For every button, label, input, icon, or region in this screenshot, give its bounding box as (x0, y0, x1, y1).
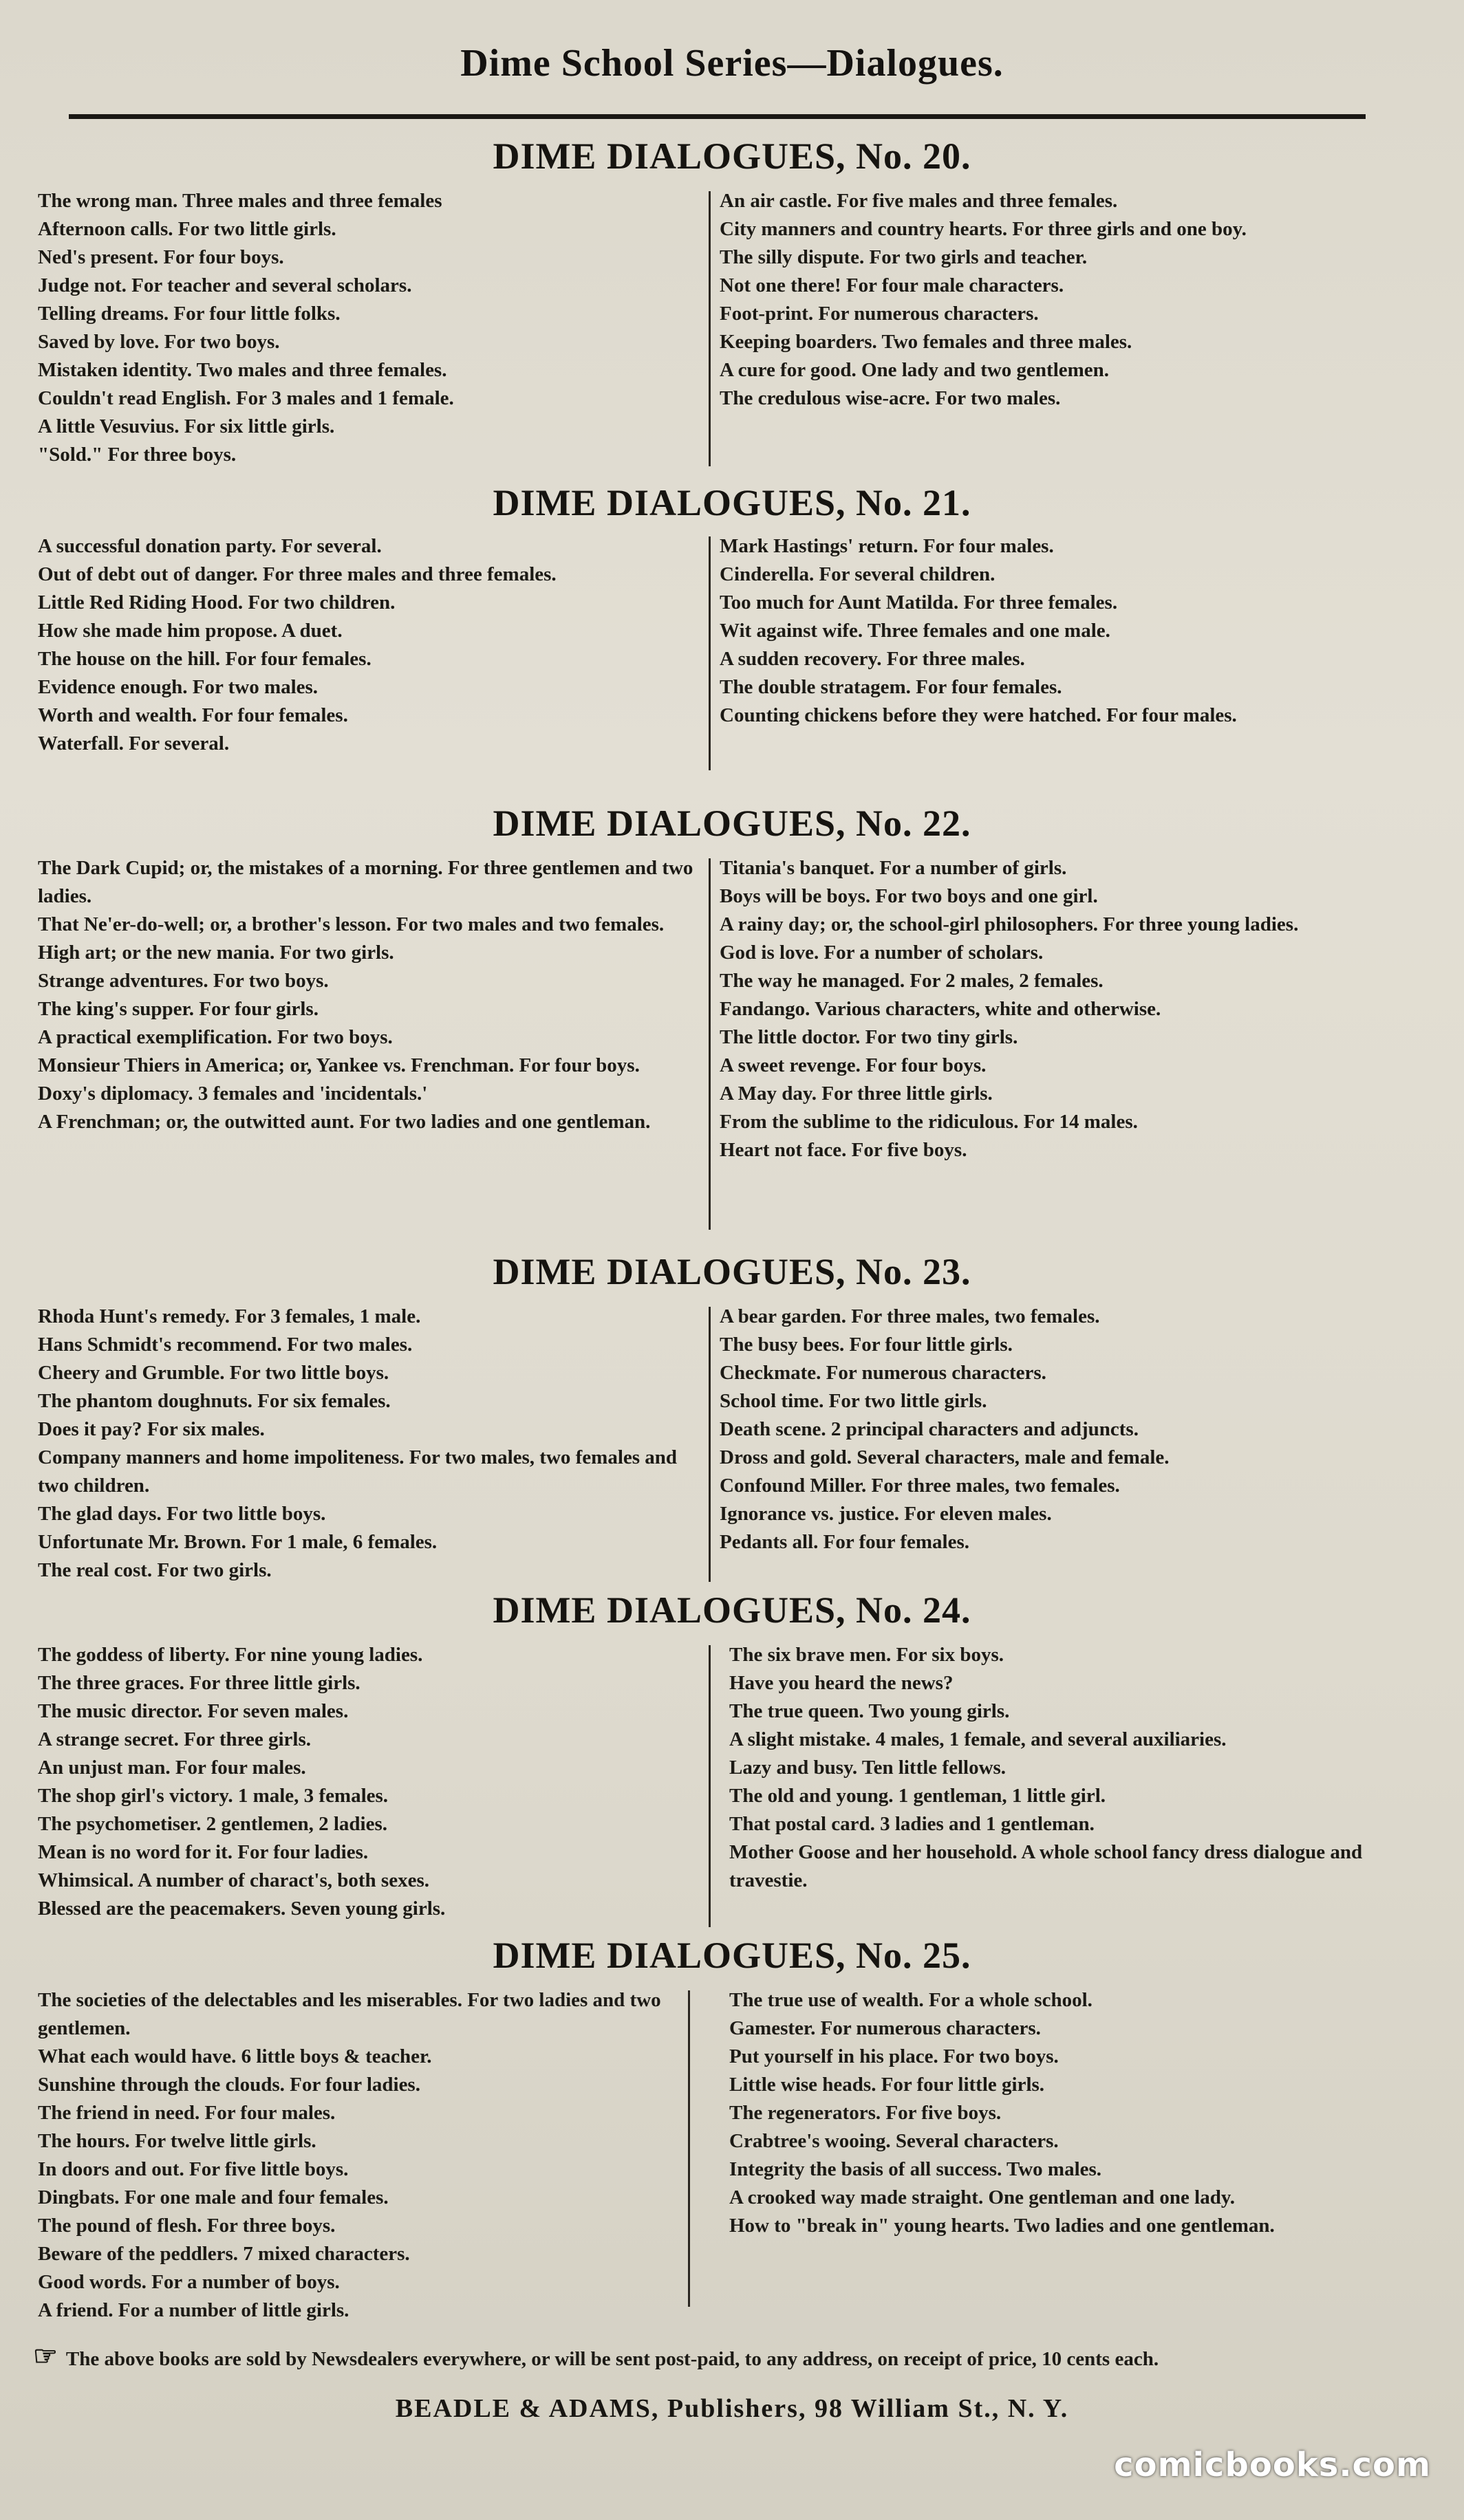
dialogue-entry: Mark Hastings' return. For four males. (720, 535, 1054, 557)
dialogue-entry: High art; or the new mania. For two girls. (38, 942, 394, 964)
dialogue-entry: From the sublime to the ridiculous. For 14 males. (720, 1111, 1138, 1133)
footer-notice-text: The above books are sold by Newsdealers everywhere, or will be sent post-paid, to any address, on receipt of price, 10 cents each. (65, 2348, 1159, 2370)
dialogue-entry: Fandango. Various characters, white and otherwise. (720, 998, 1161, 1020)
dialogue-entry: A May day. For three little girls. (720, 1083, 993, 1105)
column-divider (709, 858, 711, 1230)
dialogue-entry: Does it pay? For six males. (38, 1418, 265, 1440)
dialogue-entry: The king's supper. For four girls. (38, 998, 319, 1020)
dialogue-entry: The way he managed. For 2 males, 2 females. (720, 970, 1104, 992)
dialogue-entry: City manners and country hearts. For three girls and one boy. (720, 218, 1247, 240)
section-20-left-column (38, 187, 698, 469)
dialogue-entry: A sudden recovery. For three males. (720, 648, 1025, 670)
dialogue-entry: A little Vesuvius. For six little girls. (38, 415, 335, 437)
dialogue-entry: Good words. For a number of boys. (38, 2271, 340, 2293)
dialogue-entry: That Ne'er-do-well; or, a brother's lesson. For two males and two females. (38, 913, 665, 935)
dialogue-entry: The societies of the delectables and les miserables. For two ladies and two gentlemen. (38, 1989, 661, 2039)
section-title-21: DIME DIALOGUES, No. 21. (493, 482, 971, 523)
dialogue-entry: Unfortunate Mr. Brown. For 1 male, 6 females. (38, 1531, 438, 1553)
dialogue-entry: How she made him propose. A duet. (38, 620, 343, 642)
dialogue-entry: The glad days. For two little boys. (38, 1503, 326, 1525)
dialogue-entry: Couldn't read English. For 3 males and 1 female. (38, 387, 454, 409)
dialogue-entry: Checkmate. For numerous characters. (720, 1362, 1046, 1384)
dialogue-entry: The double stratagem. For four females. (720, 676, 1062, 698)
section-25-right-column (729, 1986, 1428, 2240)
section-22-right-column (720, 854, 1428, 1164)
dialogue-entry: Wit against wife. Three females and one male. (720, 620, 1110, 642)
dialogue-entry: Ignorance vs. justice. For eleven males. (720, 1503, 1052, 1525)
section-title-24: DIME DIALOGUES, No. 24. (493, 1589, 971, 1631)
dialogue-entry: Saved by love. For two boys. (38, 331, 280, 353)
dialogue-entry: Rhoda Hunt's remedy. For 3 females, 1 male. (38, 1305, 421, 1327)
dialogue-entry: A bear garden. For three males, two females. (720, 1305, 1100, 1327)
dialogue-entry: Dross and gold. Several characters, male and female. (720, 1446, 1170, 1468)
dialogue-entry: The Dark Cupid; or, the mistakes of a morning. For three gentlemen and two ladies. (38, 857, 693, 907)
section-24-left-column (38, 1641, 698, 1923)
section-21-right-column (720, 532, 1428, 730)
section-20-right-column (720, 187, 1428, 413)
section-title-20: DIME DIALOGUES, No. 20. (493, 135, 971, 177)
dialogue-entry: The busy bees. For four little girls. (720, 1334, 1013, 1356)
dialogue-entry: Out of debt out of danger. For three males and three females. (38, 563, 557, 585)
column-divider (688, 1990, 690, 2307)
header-rule (69, 114, 1366, 119)
dialogue-entry: God is love. For a number of scholars. (720, 942, 1044, 964)
dialogue-entry: An unjust man. For four males. (38, 1757, 306, 1779)
dialogue-entry: Company manners and home impoliteness. For two males, two females and two children. (38, 1446, 678, 1497)
column-divider (709, 536, 711, 770)
dialogue-entry: Afternoon calls. For two little girls. (38, 218, 336, 240)
dialogue-entry: Foot-print. For numerous characters. (720, 303, 1039, 325)
dialogue-entry: A rainy day; or, the school-girl philosophers. For three young ladies. (720, 913, 1299, 935)
section-22-left-column (38, 854, 698, 1136)
dialogue-entry: Mother Goose and her household. A whole school fancy dress dialogue and travestie. (729, 1841, 1363, 1891)
dialogue-entry: Counting chickens before they were hatched. For four males. (720, 704, 1237, 726)
dialogue-entry: A friend. For a number of little girls. (38, 2299, 349, 2321)
dialogue-entry: Cheery and Grumble. For two little boys. (38, 1362, 389, 1384)
dialogue-entry: Dingbats. For one male and four females. (38, 2186, 389, 2208)
dialogue-entry: Little Red Riding Hood. For two children. (38, 591, 396, 613)
dialogue-entry: What each would have. 6 little boys & teacher. (38, 2045, 432, 2067)
section-23-left-column (38, 1303, 698, 1585)
section-25-left-column (38, 1986, 698, 2325)
column-divider (709, 191, 711, 466)
dialogue-entry: Heart not face. For five boys. (720, 1139, 967, 1161)
dialogue-entry: Evidence enough. For two males. (38, 676, 319, 698)
section-21-left-column (38, 532, 698, 758)
dialogue-entry: An air castle. For five males and three females. (720, 190, 1118, 212)
dialogue-entry: Strange adventures. For two boys. (38, 970, 329, 992)
dialogue-entry: Not one there! For four male characters. (720, 274, 1064, 296)
dialogue-entry: Integrity the basis of all success. Two males. (729, 2158, 1102, 2180)
dialogue-entry: Telling dreams. For four little folks. (38, 303, 341, 325)
dialogue-entry: Ned's present. For four boys. (38, 246, 284, 268)
dialogue-entry: A Frenchman; or, the outwitted aunt. For two ladies and one gentleman. (38, 1111, 651, 1133)
dialogue-entry: The real cost. For two girls. (38, 1559, 272, 1581)
column-divider (709, 1307, 711, 1582)
dialogue-entry: Judge not. For teacher and several scholars. (38, 274, 412, 296)
dialogue-entry: The psychometiser. 2 gentlemen, 2 ladies. (38, 1813, 388, 1835)
dialogue-entry: School time. For two little girls. (720, 1390, 987, 1412)
dialogue-entry: A cure for good. One lady and two gentlemen. (720, 359, 1110, 381)
dialogue-entry: That postal card. 3 ladies and 1 gentleman. (729, 1813, 1095, 1835)
dialogue-entry: Pedants all. For four females. (720, 1531, 969, 1553)
dialogue-entry: The true queen. Two young girls. (729, 1700, 1010, 1722)
dialogue-entry: Put yourself in his place. For two boys. (729, 2045, 1059, 2067)
dialogue-entry: Little wise heads. For four little girls. (729, 2074, 1045, 2096)
footer-notice (33, 2340, 1423, 2373)
dialogue-entry: Beware of the peddlers. 7 mixed characters. (38, 2243, 410, 2265)
dialogue-entry: The three graces. For three little girls. (38, 1672, 360, 1694)
dialogue-entry: How to "break in" young hearts. Two ladies and one gentleman. (729, 2215, 1275, 2237)
publisher-line: BEADLE & ADAMS, Publishers, 98 William St., N. Y. (395, 2394, 1069, 2423)
dialogue-entry: The silly dispute. For two girls and teacher. (720, 246, 1088, 268)
dialogue-entry: The six brave men. For six boys. (729, 1644, 1004, 1666)
dialogue-entry: Mean is no word for it. For four ladies. (38, 1841, 369, 1863)
dialogue-entry: Worth and wealth. For four females. (38, 704, 348, 726)
dialogue-entry: Doxy's diplomacy. 3 females and 'incidentals.' (38, 1083, 428, 1105)
dialogue-entry: Keeping boarders. Two females and three males. (720, 331, 1132, 353)
dialogue-entry: A slight mistake. 4 males, 1 female, and several auxiliaries. (729, 1728, 1227, 1750)
dialogue-entry: A sweet revenge. For four boys. (720, 1054, 987, 1076)
dialogue-entry: Cinderella. For several children. (720, 563, 995, 585)
dialogue-entry: The true use of wealth. For a whole school. (729, 1989, 1092, 2011)
dialogue-entry: Too much for Aunt Matilda. For three females. (720, 591, 1118, 613)
dialogue-entry: A crooked way made straight. One gentleman and one lady. (729, 2186, 1235, 2208)
dialogue-entry: Lazy and busy. Ten little fellows. (729, 1757, 1007, 1779)
dialogue-entry: The friend in need. For four males. (38, 2102, 336, 2124)
dialogue-entry: The wrong man. Three males and three females (38, 190, 442, 212)
page-header: Dime School Series—Dialogues. (460, 42, 1004, 85)
section-24-right-column (729, 1641, 1428, 1895)
watermark: comicbooks.com (1114, 2446, 1431, 2484)
section-title-23: DIME DIALOGUES, No. 23. (493, 1251, 971, 1292)
dialogue-entry: The credulous wise-acre. For two males. (720, 387, 1061, 409)
dialogue-entry: Gamester. For numerous characters. (729, 2017, 1041, 2039)
dialogue-entry: The goddess of liberty. For nine young ladies. (38, 1644, 423, 1666)
dialogue-entry: Hans Schmidt's recommend. For two males. (38, 1334, 413, 1356)
dialogue-entry: The music director. For seven males. (38, 1700, 349, 1722)
section-title-22: DIME DIALOGUES, No. 22. (493, 803, 971, 844)
dialogue-entry: Whimsical. A number of charact's, both sexes. (38, 1869, 429, 1891)
dialogue-entry: A strange secret. For three girls. (38, 1728, 312, 1750)
dialogue-entry: Monsieur Thiers in America; or, Yankee vs. Frenchman. For four boys. (38, 1054, 640, 1076)
dialogue-entry: The hours. For twelve little girls. (38, 2130, 316, 2152)
dialogue-entry: The phantom doughnuts. For six females. (38, 1390, 391, 1412)
column-divider (709, 1645, 711, 1927)
section-title-25: DIME DIALOGUES, No. 25. (493, 1935, 971, 1976)
dialogue-entry: A successful donation party. For several. (38, 535, 382, 557)
dialogue-entry: Waterfall. For several. (38, 732, 230, 754)
dialogue-entry: "Sold." For three boys. (38, 444, 237, 466)
dialogue-entry: The pound of flesh. For three boys. (38, 2215, 336, 2237)
dialogue-entry: Boys will be boys. For two boys and one girl. (720, 885, 1098, 907)
dialogue-entry: The shop girl's victory. 1 male, 3 females. (38, 1785, 389, 1807)
section-23-right-column (720, 1303, 1428, 1556)
dialogue-entry: Crabtree's wooing. Several characters. (729, 2130, 1059, 2152)
dialogue-entry: Confound Miller. For three males, two females. (720, 1475, 1120, 1497)
dialogue-entry: Titania's banquet. For a number of girls. (720, 857, 1067, 879)
dialogue-entry: Have you heard the news? (729, 1672, 954, 1694)
dialogue-entry: The regenerators. For five boys. (729, 2102, 1002, 2124)
dialogue-entry: The old and young. 1 gentleman, 1 little girl. (729, 1785, 1106, 1807)
dialogue-entry: A practical exemplification. For two boys. (38, 1026, 393, 1048)
dialogue-entry: The little doctor. For two tiny girls. (720, 1026, 1018, 1048)
dialogue-entry: In doors and out. For five little boys. (38, 2158, 349, 2180)
dialogue-entry: Mistaken identity. Two males and three females. (38, 359, 447, 381)
dialogue-entry: Blessed are the peacemakers. Seven young girls. (38, 1898, 446, 1920)
dialogue-entry: Sunshine through the clouds. For four ladies. (38, 2074, 420, 2096)
dialogue-entry: The house on the hill. For four females. (38, 648, 372, 670)
pointing-hand-icon: ☞ (33, 2340, 58, 2371)
dialogue-entry: Death scene. 2 principal characters and adjuncts. (720, 1418, 1139, 1440)
